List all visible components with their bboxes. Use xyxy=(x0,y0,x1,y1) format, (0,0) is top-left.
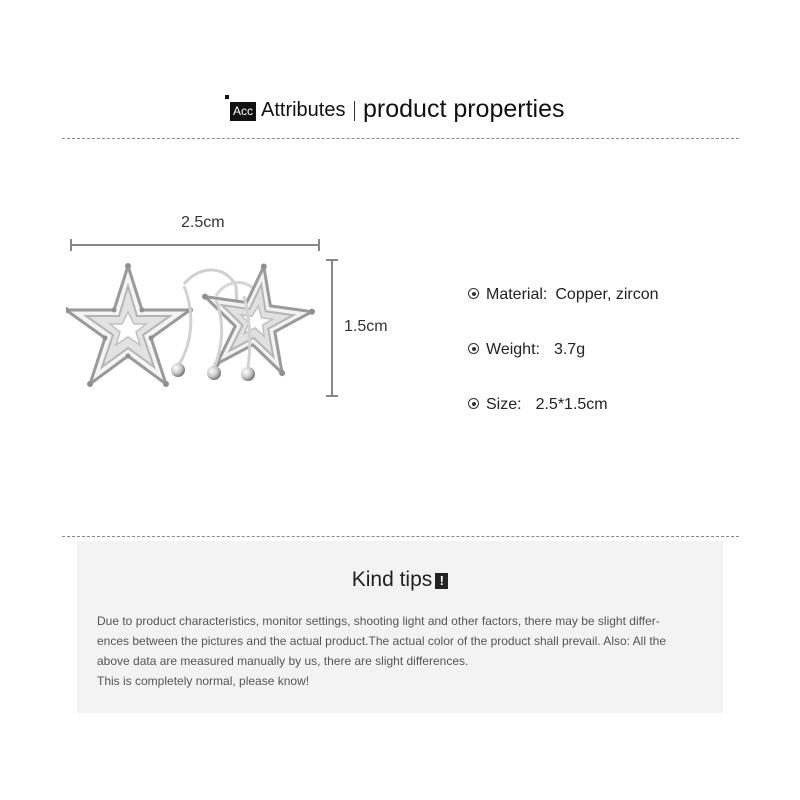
tips-title-text: Kind tips xyxy=(351,568,433,591)
spec-value: 3.7g xyxy=(553,341,586,358)
bullet-icon xyxy=(468,288,479,299)
height-dimension-label: 1.5cm xyxy=(344,318,388,335)
spec-label: Size: xyxy=(486,396,522,413)
tips-text xyxy=(97,611,709,691)
header-separator xyxy=(354,101,355,121)
spec-value: Copper, zircon xyxy=(555,286,659,303)
tips-title xyxy=(77,568,723,592)
warning-icon: ! xyxy=(435,573,448,589)
bullet-icon xyxy=(468,343,479,354)
width-dimension-label: 2.5cm xyxy=(181,214,225,231)
tips-line: above data are measured manually by us, there are slight differences. xyxy=(97,654,469,668)
spec-weight xyxy=(468,339,585,361)
height-dimension-cap-bottom xyxy=(326,395,338,397)
star-earrings-icon xyxy=(66,256,326,406)
width-dimension-cap-left xyxy=(70,239,72,251)
kind-tips-panel xyxy=(77,541,723,713)
section-header xyxy=(0,92,800,132)
width-dimension-cap-right xyxy=(318,239,320,251)
bullet-icon xyxy=(468,398,479,409)
spec-label: Weight: xyxy=(486,341,540,358)
spec-label: Material: xyxy=(486,286,548,303)
top-divider xyxy=(62,138,739,139)
tips-line: This is completely normal, please know! xyxy=(97,674,310,688)
height-dimension-cap-top xyxy=(326,259,338,261)
width-dimension-line xyxy=(70,244,320,246)
attributes-label: Attributes xyxy=(261,99,346,121)
badge-dot xyxy=(225,95,229,99)
height-dimension-line xyxy=(331,260,333,396)
spec-value: 2.5*1.5cm xyxy=(535,396,608,413)
header-badge: Acc xyxy=(230,102,256,121)
page-title: product properties xyxy=(363,95,565,123)
spec-size xyxy=(468,394,608,416)
tips-line: ences between the pictures and the actual product.The actual color of the product shall prevail. Also: All the xyxy=(97,634,667,648)
bottom-divider xyxy=(62,536,739,537)
product-illustration xyxy=(60,200,420,420)
spec-material xyxy=(468,284,659,306)
tips-line: Due to product characteristics, monitor settings, shooting light and other factors, there may be slight differ- xyxy=(97,614,660,628)
